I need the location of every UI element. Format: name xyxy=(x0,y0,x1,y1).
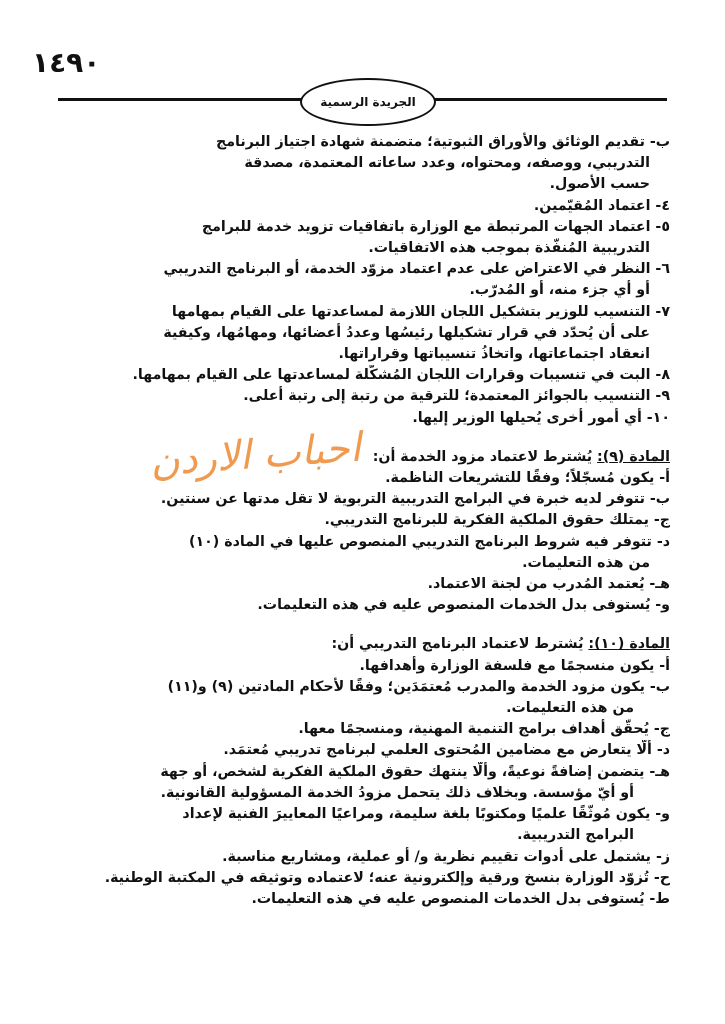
list-item: ح- تُزوّد الوزارة بنسخ ورقية وإلكترونية عنه؛ لاعتماده وتوثيقه في المكتبة الوطنية. xyxy=(104,869,670,886)
text-line: ٥- اعتماد الجهات المرتبطة مع الوزارة باتفاقيات تزويد خدمة للبرامج xyxy=(201,218,670,235)
list-item: أو أيّ مؤسسة. وبخلاف ذلك يتحمل مزودُ الخدمة المسؤولية القانونية. xyxy=(160,784,634,801)
emblem-text: الجريدة الرسمية xyxy=(320,95,416,109)
spacer xyxy=(50,429,670,447)
text-line: ب- تقديم الوثائق والأوراق الثبوتية؛ متضمنة شهادة اجتياز البرنامج xyxy=(216,134,670,150)
watermark-text: احباب الاردن xyxy=(148,424,363,486)
list-item: ج- يُحقّق أهداف برامج التنمية المهنية، ومنسجمًا معها. xyxy=(298,721,670,738)
text-line: ٩- التنسيب بالجوائز المعتمدة؛ للترقية من رتبة إلى رتبة أعلى. xyxy=(243,388,670,405)
list-item: البرامج التدريبية. xyxy=(517,827,634,844)
article-9-title: يُشترط لاعتماد مزود الخدمة أن: xyxy=(372,448,598,465)
gazette-emblem xyxy=(300,78,436,126)
text-line: ١٠- أي أمور أخرى يُحيلها الوزير إليها. xyxy=(412,409,670,426)
list-item: ط- يُستوفى بدل الخدمات المنصوص عليه في هذه التعليمات. xyxy=(251,890,670,907)
text-line: التدريبي، ووصفه، ومحتواه، وعدد ساعاته المعتمدة، مصدقة xyxy=(244,155,650,172)
spacer xyxy=(50,616,670,634)
text-line: ٨- البت في تنسيبات وقرارات اللجان المُشكّلة لمساعدتها على القيام بمهامها. xyxy=(132,367,670,384)
article-10-heading xyxy=(50,634,670,655)
document-body xyxy=(50,132,670,910)
text-line: أو أي جزء منه، أو المُدرّب. xyxy=(469,282,650,299)
text-line: ٤- اعتماد المُقيّمين. xyxy=(533,197,670,214)
list-item: هـ- يتضمن إضافةً نوعيةً، وألّا ينتهك حقوق الملكية الفكرية لشخص، أو جهة xyxy=(160,763,670,780)
list-item: من هذه التعليمات. xyxy=(506,700,634,717)
list-item: ج- يمتلك حقوق الملكية الفكرية للبرنامج التدريبي. xyxy=(324,512,670,529)
text-line: انعقاد اجتماعاتها، واتخاذُ تنسيباتها وقراراتها. xyxy=(338,346,650,363)
list-item: أ- يكون منسجمًا مع فلسفة الوزارة وأهدافها. xyxy=(359,657,670,674)
text-line: على أن يُحدّد في قرار تشكيلها رئيسُها وعددُ أعضائها، ومهامُها، وكيفية xyxy=(163,324,650,341)
text-line: ٧- التنسيب للوزير بتشكيل اللجان اللازمة لمساعدتها على القيام بمهامها xyxy=(171,303,670,320)
text-line: التدريبية المُنفّذة بموجب هذه الاتفاقيات. xyxy=(368,240,650,257)
list-item: و- يُستوفى بدل الخدمات المنصوص عليه في هذه التعليمات. xyxy=(257,597,670,614)
page-number: ١٤٩٠ xyxy=(32,46,101,79)
list-item: ب- تتوفر لديه خبرة في البرامج التدريبية التربوية لا تقل مدتها عن سنتين. xyxy=(160,491,670,508)
list-item: من هذه التعليمات. xyxy=(522,554,650,571)
list-item: أ- يكون مُسجّلاً؛ وفقًا للتشريعات الناظمة. xyxy=(385,470,670,487)
list-item: د- ألّا يتعارض مع مضامين المُحتوى العلمي لبرنامج تدريبي مُعتمَد. xyxy=(223,742,670,759)
list-item: د- تتوفر فيه شروط البرنامج التدريبي المنصوص عليها في المادة (١٠) xyxy=(188,533,670,550)
list-item: ب- يكون مزود الخدمة والمدرب مُعتمَدَين؛ وفقًا لأحكام المادتين (٩) و(١١) xyxy=(167,678,670,695)
list-item: ز- يشتمل على أدوات تقييم نظرية و/ أو عملية، ومشاريع مناسبة. xyxy=(222,848,670,865)
list-item: هـ- يُعتمد المُدرب من لجنة الاعتماد. xyxy=(427,576,670,593)
text-line: ٦- النظر في الاعتراض على عدم اعتماد مزوّد الخدمة، أو البرنامج التدريبي xyxy=(163,261,670,278)
article-10-title: يُشترط لاعتماد البرنامج التدريبي أن: xyxy=(331,636,589,653)
text-line: حسب الأصول. xyxy=(549,176,650,193)
article-9-heading xyxy=(50,447,670,468)
article-9-label: المادة (٩): xyxy=(597,448,670,465)
article-10-label: المادة (١٠): xyxy=(588,636,670,653)
list-item: و- يكون مُوثّقًا علميًا ومكتوبًا بلغة سليمة، ومراعيًا المعاييرَ الفنية لإعداد xyxy=(182,806,670,823)
